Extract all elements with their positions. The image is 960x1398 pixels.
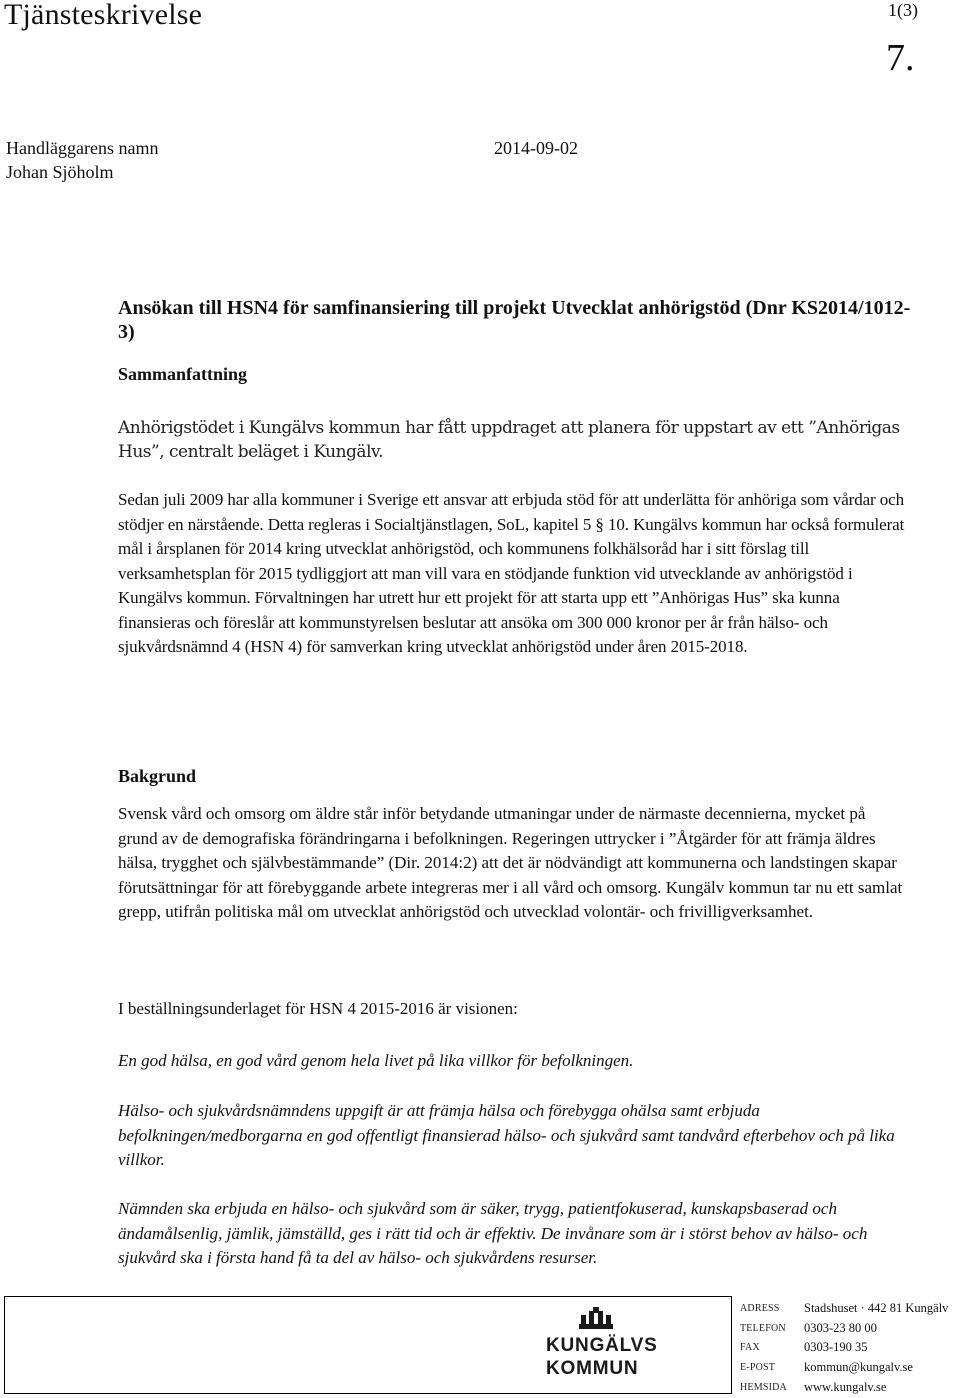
- summary-paragraph-part1: Anhörigstödet i Kungälvs kommun har fått uppdraget att planera för uppstart av ett ”Anhörigas Hus”, centralt beläget i Kungälv.: [118, 418, 900, 462]
- crest-icon: [579, 1306, 613, 1332]
- contact-label: E-POST: [740, 1362, 776, 1374]
- contact-label: TELEFON: [740, 1322, 786, 1334]
- summary-heading: Sammanfattning: [118, 364, 248, 384]
- handler-name: Johan Sjöholm: [6, 162, 114, 182]
- document-date: 2014-09-02: [494, 138, 578, 158]
- contact-row-phone: [740, 1319, 960, 1339]
- item-number: 7.: [886, 37, 915, 79]
- contact-info: [740, 1299, 960, 1397]
- contact-row-website: [740, 1377, 960, 1397]
- contact-row-fax: [740, 1338, 960, 1358]
- contact-value: www.kungalv.se: [804, 1379, 887, 1394]
- contact-value: 0303-23 80 00: [804, 1320, 877, 1335]
- contact-value: 0303-190 35: [804, 1340, 868, 1355]
- contact-label: ADRESS: [740, 1303, 780, 1315]
- kungalv-logo: [546, 1306, 658, 1386]
- contact-label: FAX: [740, 1342, 760, 1354]
- committee-statement: Nämnden ska erbjuda en hälso- och sjukvård som är säker, trygg, patientfokuserad, kunskapsbaserad och ändamålsenlig, jämlik, jämställd, ges i rätt tid och är effektiv. De invånare som är i störst behov av hälso- och sjukvård ska i första hand få ta del av hälso- och sjukvårdens resurser.: [118, 1199, 868, 1267]
- background-heading: Bakgrund: [118, 766, 197, 786]
- vision-statement: En god hälsa, en god vård genom hela livet på lika villkor för befolkningen.: [118, 1051, 634, 1070]
- task-statement: Hälso- och sjukvårdsnämndens uppgift är att främja hälsa och förebygga ohälsa samt erbjuda befolkningen/medborgarna en god offentligt finansierad hälso- och sjukvård samt tandvård efterbehov och på lika villkor.: [118, 1101, 895, 1169]
- document-type: Tjänsteskrivelse: [4, 0, 203, 31]
- contact-value: kommun@kungalv.se: [804, 1360, 913, 1375]
- page-number: 1(3): [888, 0, 918, 20]
- contact-value: Stadshuset · 442 81 Kungälv: [804, 1301, 949, 1316]
- background-paragraph: Svensk vård och omsorg om äldre står inför betydande utmaningar under de närmaste decennierna, mycket på grund av de demografiska förändringarna i befolkningen. Regeringen uttrycker i ”Åtgärder för att främja äldres hälsa, trygghet och självbestämmande” (Dir. 2014:2) att det är nödvändigt att kommunerna och landstingen skapar förutsättningar för att förebyggande arbete integreras mer i all vård och omsorg. Kungälv kommun tar nu ett samlat grepp, utifrån politiska mål om utvecklat anhörigstöd och utvecklad volontär- och frivilligverksamhet.: [118, 804, 903, 921]
- logo-line2: KOMMUN: [546, 1358, 639, 1379]
- contact-row-address: [740, 1299, 960, 1319]
- contact-row-email: [740, 1358, 960, 1378]
- document-title: Ansökan till HSN4 för samfinansiering till projekt Utvecklat anhörigstöd (Dnr KS2014/1012-3): [118, 297, 911, 343]
- handler-label: Handläggarens namn: [6, 138, 159, 158]
- vision-intro: I beställningsunderlaget för HSN 4 2015-2016 är visionen:: [118, 999, 518, 1018]
- contact-label: HEMSIDA: [740, 1381, 787, 1393]
- summary-paragraph-part2: Sedan juli 2009 har alla kommuner i Sverige ett ansvar att erbjuda stöd för att underlätta för anhöriga som vårdar och stödjer en närstående. Detta regleras i Socialtjänstlagen, SoL, kapitel 5 § 10. Kungälvs kommun har också formulerat mål i årsplanen för 2014 kring utvecklat anhörigstöd, och kommunens folkhälsoråd har i sitt förslag till verksamhetsplan för 2015 tydliggjort att man vill vara en stödjande funktion vid utvecklande av anhörigstöd i Kungälvs kommun. Förvaltningen har utrett hur ett projekt för att starta upp ett ”Anhörigas Hus” ska kunna finansieras och föreslår att kommunstyrelsen beslutar att ansöka om 300 000 kronor per år från hälso- och sjukvårdsnämnd 4 (HSN 4) för samverkan kring utvecklat anhörigstöd under åren 2015-2018.: [118, 490, 905, 656]
- logo-line1: KUNGÄLVS: [546, 1335, 658, 1356]
